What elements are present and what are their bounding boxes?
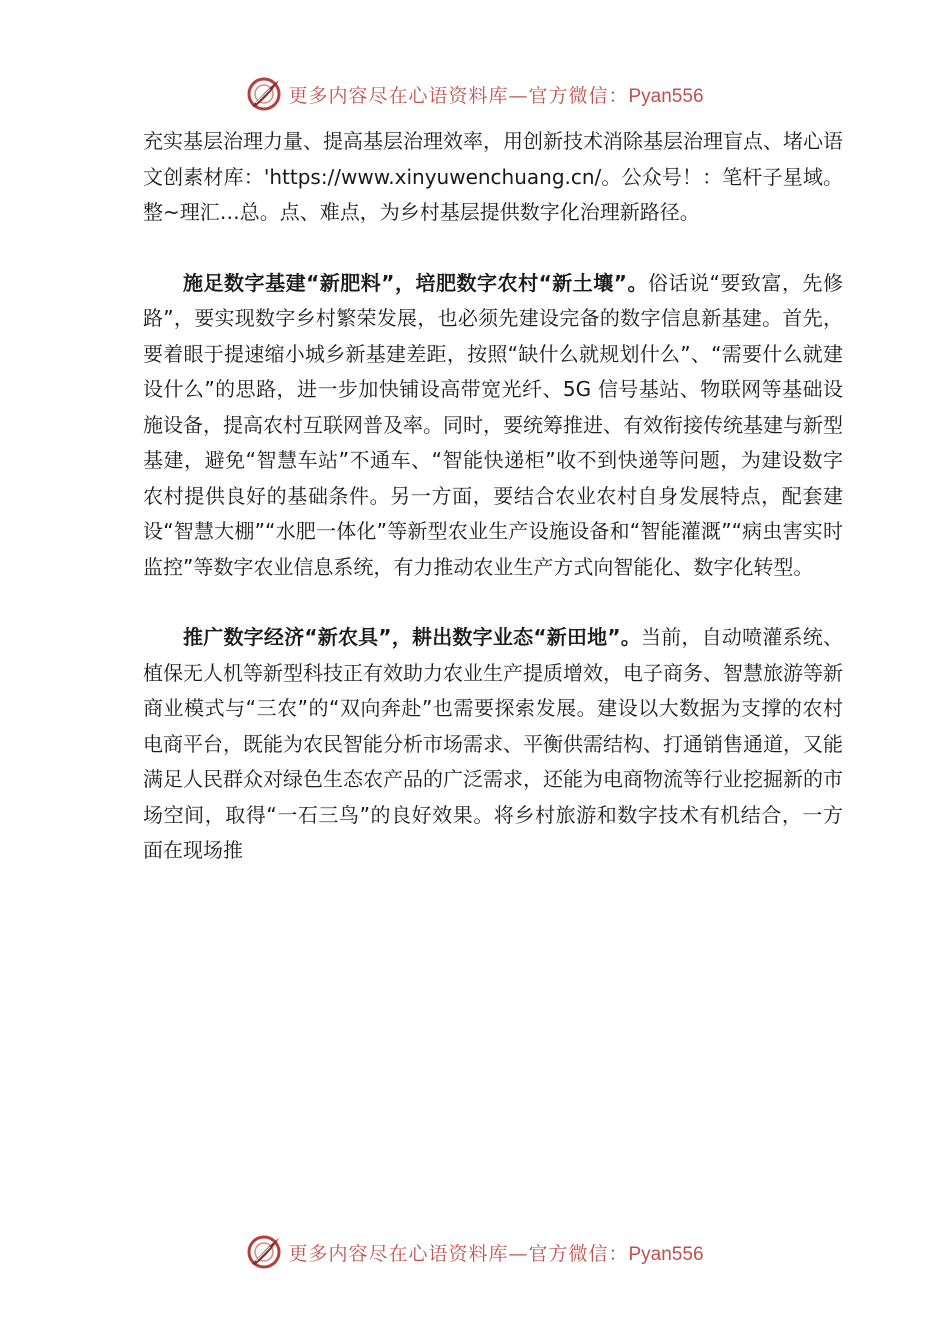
footer-banner-text: 更多内容尽在心语资料库—官方微信：Pyan556 (288, 1242, 704, 1265)
header-banner-text: 更多内容尽在心语资料库—官方微信：Pyan556 (288, 84, 704, 107)
paragraph-1: 充实基层治理力量、提高基层治理效率，用创新技术消除基层治理盲点、堵心语文创素材库：'https://www.xinyuwenchuang.cn/。公众号！：笔杆子星域。整~理汇…总。点、难点，为乡村基层提供数字化治理新路径。 (143, 129, 843, 224)
paragraph-2-text: 俗话说“要致富，先修路”，要实现数字乡村繁荣发展，也必须先建设完备的数字信息新基建。首先，要着眼于提速缩小城乡新基建差距，按照“缺什么就规划什么”、“需要什么就建设什么”的思路，进一步加快铺设高带宽光纤、5G 信号基站、物联网等基础设施设备，提高农村互联网普及率。同时，要统筹推进、有效衔接传统基建与新型基建，避免“智慧车站”不通车、“智能快递柜”收不到快递等问题，为建设数字农村提供良好的基础条件。另一方面，要结合农业农村自身发展特点，配套建设“智慧大棚”“水肥一体化”等新型农业生产设施设备和“智能灌溉”“病虫害实时监控”等数字农业信息系统，有力推动农业生产方式向智能化、数字化转型。 (143, 270, 843, 579)
paragraph-3 (143, 620, 843, 869)
paragraph-3-lead: 推广数字经济“新农具”，耕出数字业态“新田地”。 (183, 625, 641, 649)
quill-seal-icon (246, 76, 282, 112)
paragraph-2 (143, 266, 843, 586)
footer-wechat-id: Pyan556 (628, 1243, 704, 1265)
footer-banner (0, 1232, 950, 1272)
header-banner (0, 74, 950, 114)
quill-seal-icon (246, 1234, 282, 1270)
paragraph-3-text: 当前，自动喷灌系统、植保无人机等新型科技正有效助力农业生产提质增效，电子商务、智慧旅游等新商业模式与“三农”的“双向奔赴”也需要探索发展。建设以大数据为支撑的农村电商平台，既能为农民智能分析市场需求、平衡供需结构、打通销售通道，又能满足人民群众对绿色生态农产品的广泛需求，还能为电商物流等行业挖掘新的市场空间，取得“一石三鸟”的良好效果。将乡村旅游和数字技术有机结合，一方面在现场推 (143, 625, 844, 862)
header-wechat-id: Pyan556 (628, 85, 704, 107)
paragraph-2-lead: 施足数字基建“新肥料”，培肥数字农村“新土壤”。 (183, 270, 648, 295)
document-body (143, 124, 843, 869)
